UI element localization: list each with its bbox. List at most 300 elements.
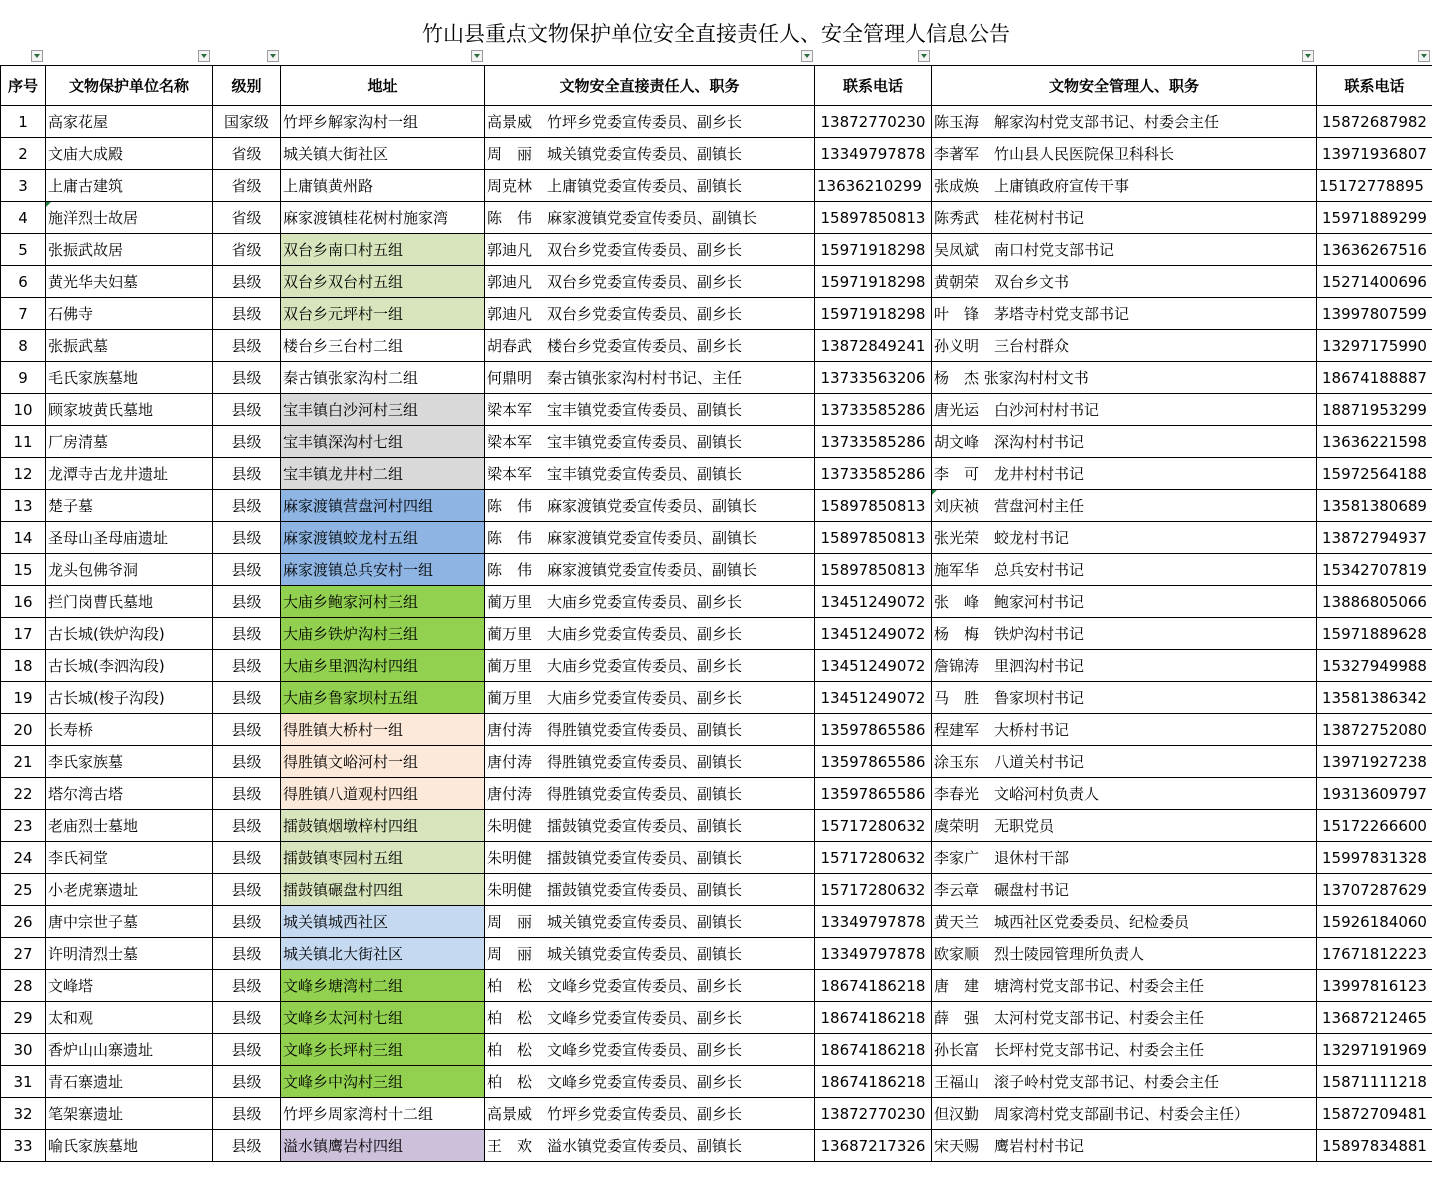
cell-name[interactable]: 龙潭寺古龙井遗址 — [46, 458, 213, 490]
cell-no[interactable]: 23 — [1, 810, 46, 842]
filter-dropdown-icon[interactable] — [267, 50, 279, 62]
cell-manager[interactable]: 孙长富 长坪村党支部书记、村委会主任 — [932, 1034, 1317, 1066]
cell-address[interactable]: 城关镇城西社区 — [281, 906, 485, 938]
cell-level[interactable]: 省级 — [213, 202, 281, 234]
cell-manager[interactable]: 黄天兰 城西社区党委委员、纪检委员 — [932, 906, 1317, 938]
filter-dropdown-icon[interactable] — [471, 50, 483, 62]
cell-phone-1[interactable]: 15717280632 — [815, 842, 932, 874]
cell-responsible[interactable]: 柏 松 文峰乡党委宣传委员、副乡长 — [485, 1034, 815, 1066]
cell-responsible[interactable]: 朱明健 擂鼓镇党委宣传委员、副镇长 — [485, 842, 815, 874]
cell-responsible[interactable]: 陈 伟 麻家渡镇党委宣传委员、副镇长 — [485, 490, 815, 522]
cell-responsible[interactable]: 蔺万里 大庙乡党委宣传委员、副乡长 — [485, 618, 815, 650]
cell-level[interactable]: 县级 — [213, 1130, 281, 1162]
cell-phone-2[interactable]: 15926184060 — [1317, 906, 1432, 938]
cell-address[interactable]: 麻家渡镇蛟龙村五组 — [281, 522, 485, 554]
cell-phone-2[interactable]: 15872709481 — [1317, 1098, 1432, 1130]
table-row — [1, 1066, 1432, 1098]
table-row — [1, 586, 1432, 618]
cell-name[interactable]: 古长城(梭子沟段) — [46, 682, 213, 714]
cell-no[interactable]: 32 — [1, 1098, 46, 1130]
cell-no[interactable]: 12 — [1, 458, 46, 490]
table-row — [1, 330, 1432, 362]
cell-manager[interactable]: 李春光 文峪河村负责人 — [932, 778, 1317, 810]
cell-no[interactable]: 22 — [1, 778, 46, 810]
cell-level[interactable]: 县级 — [213, 618, 281, 650]
cell-responsible[interactable]: 蔺万里 大庙乡党委宣传委员、副乡长 — [485, 650, 815, 682]
cell-level[interactable]: 县级 — [213, 554, 281, 586]
cell-level[interactable]: 县级 — [213, 330, 281, 362]
cell-name[interactable]: 上庸古建筑 — [46, 170, 213, 202]
cell-address[interactable]: 大庙乡铁炉沟村三组 — [281, 618, 485, 650]
table-row — [1, 362, 1432, 394]
cell-name[interactable]: 太和观 — [46, 1002, 213, 1034]
cell-manager[interactable]: 黄朝荣 双台乡文书 — [932, 266, 1317, 298]
cell-phone-2[interactable]: 13297191969 — [1317, 1034, 1432, 1066]
cell-phone-2[interactable]: 15972564188 — [1317, 458, 1432, 490]
cell-level[interactable]: 县级 — [213, 490, 281, 522]
cell-manager[interactable]: 杨 梅 铁炉沟村书记 — [932, 618, 1317, 650]
cell-manager[interactable]: 但汉勤 周家湾村党支部副书记、村委会主任） — [932, 1098, 1317, 1130]
cell-phone-2[interactable]: 13687212465 — [1317, 1002, 1432, 1034]
cell-manager[interactable]: 李著军 竹山县人民医院保卫科科长 — [932, 138, 1317, 170]
filter-dropdown-icon[interactable] — [918, 50, 930, 62]
table-row — [1, 266, 1432, 298]
table-row — [1, 970, 1432, 1002]
cell-manager[interactable]: 胡文峰 深沟村村书记 — [932, 426, 1317, 458]
cell-name[interactable]: 唐中宗世子墓 — [46, 906, 213, 938]
cell-name[interactable]: 文峰塔 — [46, 970, 213, 1002]
cell-no[interactable]: 5 — [1, 234, 46, 266]
cell-phone-2[interactable]: 18674188887 — [1317, 362, 1432, 394]
table-row — [1, 1034, 1432, 1066]
cell-level[interactable]: 县级 — [213, 362, 281, 394]
cell-manager[interactable]: 薛 强 太河村党支部书记、村委会主任 — [932, 1002, 1317, 1034]
cell-name[interactable]: 圣母山圣母庙遗址 — [46, 522, 213, 554]
cell-no[interactable]: 17 — [1, 618, 46, 650]
cell-manager[interactable]: 吴凤斌 南口村党支部书记 — [932, 234, 1317, 266]
cell-address[interactable]: 双台乡双台村五组 — [281, 266, 485, 298]
cell-address[interactable]: 大庙乡鲍家河村三组 — [281, 586, 485, 618]
cell-name[interactable]: 毛氏家族墓地 — [46, 362, 213, 394]
cell-manager[interactable]: 马 胜 鲁家坝村书记 — [932, 682, 1317, 714]
cell-responsible[interactable]: 陈 伟 麻家渡镇党委宣传委员、副镇长 — [485, 202, 815, 234]
cell-no[interactable]: 2 — [1, 138, 46, 170]
table-row — [1, 298, 1432, 330]
cell-no[interactable]: 21 — [1, 746, 46, 778]
cell-responsible[interactable]: 高景威 竹坪乡党委宣传委员、副乡长 — [485, 106, 815, 138]
cell-level[interactable]: 县级 — [213, 906, 281, 938]
cell-level[interactable]: 县级 — [213, 874, 281, 906]
table-row — [1, 1098, 1432, 1130]
cell-name[interactable]: 张振武墓 — [46, 330, 213, 362]
table-row — [1, 394, 1432, 426]
cell-level[interactable]: 县级 — [213, 650, 281, 682]
autofilter-row — [0, 48, 1432, 65]
cell-level[interactable]: 县级 — [213, 1066, 281, 1098]
cell-phone-1[interactable]: 15897850813 — [815, 202, 932, 234]
filter-dropdown-icon[interactable] — [801, 50, 813, 62]
cell-address[interactable]: 擂鼓镇碾盘村四组 — [281, 874, 485, 906]
cell-name[interactable]: 张振武故居 — [46, 234, 213, 266]
cell-manager[interactable]: 宋天赐 鹰岩村村书记 — [932, 1130, 1317, 1162]
table-body — [1, 106, 1432, 1162]
filter-dropdown-icon[interactable] — [1302, 50, 1314, 62]
cell-no[interactable]: 28 — [1, 970, 46, 1002]
cell-level[interactable]: 县级 — [213, 1098, 281, 1130]
cell-phone-1[interactable]: 15897850813 — [815, 490, 932, 522]
cell-address[interactable]: 楼台乡三台村二组 — [281, 330, 485, 362]
cell-no[interactable]: 15 — [1, 554, 46, 586]
cell-level[interactable]: 县级 — [213, 714, 281, 746]
cell-address[interactable]: 双台乡南口村五组 — [281, 234, 485, 266]
cell-level[interactable]: 县级 — [213, 778, 281, 810]
cell-no[interactable]: 20 — [1, 714, 46, 746]
cell-phone-2[interactable]: 13636221598 — [1317, 426, 1432, 458]
cell-manager[interactable]: 虞荣明 无职党员 — [932, 810, 1317, 842]
cell-level[interactable]: 国家级 — [213, 106, 281, 138]
cell-name[interactable]: 龙头包佛爷洞 — [46, 554, 213, 586]
cell-phone-1[interactable]: 13597865586 — [815, 746, 932, 778]
cell-name[interactable]: 文庙大成殿 — [46, 138, 213, 170]
cell-phone-2[interactable]: 13636267516 — [1317, 234, 1432, 266]
cell-address[interactable]: 宝丰镇深沟村七组 — [281, 426, 485, 458]
cell-no[interactable]: 18 — [1, 650, 46, 682]
cell-level[interactable]: 县级 — [213, 842, 281, 874]
cell-phone-2[interactable]: 13872794937 — [1317, 522, 1432, 554]
cell-address[interactable]: 得胜镇八道观村四组 — [281, 778, 485, 810]
cell-responsible[interactable]: 朱明健 擂鼓镇党委宣传委员、副镇长 — [485, 810, 815, 842]
cell-responsible[interactable]: 唐付涛 得胜镇党委宣传委员、副镇长 — [485, 778, 815, 810]
cell-level[interactable]: 县级 — [213, 586, 281, 618]
cell-phone-1[interactable]: 13349797878 — [815, 906, 932, 938]
cell-level[interactable]: 县级 — [213, 1034, 281, 1066]
cell-phone-2[interactable]: 19313609797 — [1317, 778, 1432, 810]
cell-manager[interactable]: 张 峰 鲍家河村书记 — [932, 586, 1317, 618]
cell-responsible[interactable]: 王 欢 溢水镇党委宣传委员、副镇长 — [485, 1130, 815, 1162]
cell-phone-1[interactable]: 13872849241 — [815, 330, 932, 362]
cell-no[interactable]: 29 — [1, 1002, 46, 1034]
header-manager[interactable]: 文物安全管理人、职务 — [932, 66, 1317, 106]
cell-name[interactable]: 石佛寺 — [46, 298, 213, 330]
cell-phone-2[interactable]: 15872687982 — [1317, 106, 1432, 138]
cell-phone-1[interactable]: 15971918298 — [815, 234, 932, 266]
cell-level[interactable]: 县级 — [213, 298, 281, 330]
header-phone-2[interactable]: 联系电话 — [1317, 66, 1432, 106]
cell-phone-2[interactable]: 15971889299 — [1317, 202, 1432, 234]
cell-manager[interactable]: 唐 建 塘湾村党支部书记、村委会主任 — [932, 970, 1317, 1002]
cell-no[interactable]: 33 — [1, 1130, 46, 1162]
cell-manager[interactable]: 施军华 总兵安村书记 — [932, 554, 1317, 586]
cell-manager[interactable]: 唐光运 白沙河村村书记 — [932, 394, 1317, 426]
cell-level[interactable]: 县级 — [213, 746, 281, 778]
cell-responsible[interactable]: 周 丽 城关镇党委宣传委员、副镇长 — [485, 138, 815, 170]
cell-phone-2[interactable]: 13971936807 — [1317, 138, 1432, 170]
cell-level[interactable]: 省级 — [213, 234, 281, 266]
cell-address[interactable]: 竹坪乡解家沟村一组 — [281, 106, 485, 138]
cell-phone-1[interactable]: 15897850813 — [815, 522, 932, 554]
cell-level[interactable]: 省级 — [213, 170, 281, 202]
cell-phone-2[interactable]: 15897834881 — [1317, 1130, 1432, 1162]
cell-address[interactable]: 麻家渡镇总兵安村一组 — [281, 554, 485, 586]
cell-phone-2[interactable]: 15172266600 — [1317, 810, 1432, 842]
cell-phone-1[interactable]: 13451249072 — [815, 586, 932, 618]
cell-address[interactable]: 得胜镇文峪河村一组 — [281, 746, 485, 778]
cell-name[interactable]: 许明清烈士墓 — [46, 938, 213, 970]
cell-phone-2[interactable]: 13971927238 — [1317, 746, 1432, 778]
cell-phone-1[interactable]: 18674186218 — [815, 1002, 932, 1034]
cell-name[interactable]: 古长城(铁炉沟段) — [46, 618, 213, 650]
cell-name[interactable]: 老庙烈士墓地 — [46, 810, 213, 842]
cell-address[interactable]: 宝丰镇白沙河村三组 — [281, 394, 485, 426]
cell-responsible[interactable]: 柏 松 文峰乡党委宣传委员、副乡长 — [485, 1002, 815, 1034]
cell-manager[interactable]: 陈秀武 桂花树村书记 — [932, 202, 1317, 234]
cell-phone-2[interactable]: 13872752080 — [1317, 714, 1432, 746]
cell-responsible[interactable]: 梁本军 宝丰镇党委宣传委员、副镇长 — [485, 458, 815, 490]
cell-responsible[interactable]: 陈 伟 麻家渡镇党委宣传委员、副镇长 — [485, 554, 815, 586]
cell-phone-1[interactable]: 15717280632 — [815, 810, 932, 842]
table-row — [1, 682, 1432, 714]
cell-responsible[interactable]: 胡春武 楼台乡党委宣传委员、副乡长 — [485, 330, 815, 362]
cell-phone-1[interactable]: 18674186218 — [815, 970, 932, 1002]
cell-responsible[interactable]: 郭迪凡 双台乡党委宣传委员、副乡长 — [485, 234, 815, 266]
cell-responsible[interactable]: 周 丽 城关镇党委宣传委员、副镇长 — [485, 906, 815, 938]
cell-responsible[interactable]: 朱明健 擂鼓镇党委宣传委员、副镇长 — [485, 874, 815, 906]
cell-responsible[interactable]: 郭迪凡 双台乡党委宣传委员、副乡长 — [485, 298, 815, 330]
cell-phone-1[interactable]: 13451249072 — [815, 618, 932, 650]
filter-dropdown-icon[interactable] — [1418, 50, 1430, 62]
cell-manager[interactable]: 叶 锋 茅塔寺村党支部书记 — [932, 298, 1317, 330]
cell-level[interactable]: 县级 — [213, 1002, 281, 1034]
cell-responsible[interactable]: 梁本军 宝丰镇党委宣传委员、副镇长 — [485, 394, 815, 426]
cell-phone-2[interactable]: 15997831328 — [1317, 842, 1432, 874]
cell-manager[interactable]: 詹锦涛 里泗沟村书记 — [932, 650, 1317, 682]
cell-phone-1[interactable]: 13733563206 — [815, 362, 932, 394]
cell-phone-1[interactable]: 15897850813 — [815, 554, 932, 586]
cell-address[interactable]: 擂鼓镇枣园村五组 — [281, 842, 485, 874]
header-no[interactable]: 序号 — [1, 66, 46, 106]
cell-name[interactable]: 青石寨遗址 — [46, 1066, 213, 1098]
cell-name[interactable]: 香炉山山寨遗址 — [46, 1034, 213, 1066]
cell-phone-2[interactable]: 15871111218 — [1317, 1066, 1432, 1098]
cell-phone-1[interactable]: 13872770230 — [815, 106, 932, 138]
cell-name[interactable]: 厂房清墓 — [46, 426, 213, 458]
cell-address[interactable]: 文峰乡长坪村三组 — [281, 1034, 485, 1066]
table-row — [1, 554, 1432, 586]
table-row — [1, 202, 1432, 234]
cell-manager[interactable]: 孙义明 三台村群众 — [932, 330, 1317, 362]
cell-no[interactable]: 4 — [1, 202, 46, 234]
cell-address[interactable]: 宝丰镇龙井村二组 — [281, 458, 485, 490]
header-row — [1, 66, 1432, 106]
cell-address[interactable]: 双台乡元坪村一组 — [281, 298, 485, 330]
cell-name[interactable]: 黄光华夫妇墓 — [46, 266, 213, 298]
cell-phone-2[interactable]: 15271400696 — [1317, 266, 1432, 298]
filter-dropdown-icon[interactable] — [31, 50, 43, 62]
cell-name[interactable]: 李氏祠堂 — [46, 842, 213, 874]
cell-phone-2[interactable]: 13581380689 — [1317, 490, 1432, 522]
cell-level[interactable]: 县级 — [213, 810, 281, 842]
cell-no[interactable]: 19 — [1, 682, 46, 714]
cell-level[interactable]: 县级 — [213, 522, 281, 554]
cell-address[interactable]: 上庸镇黄州路 — [281, 170, 485, 202]
cell-no[interactable]: 16 — [1, 586, 46, 618]
cell-responsible[interactable]: 柏 松 文峰乡党委宣传委员、副乡长 — [485, 970, 815, 1002]
cell-responsible[interactable]: 陈 伟 麻家渡镇党委宣传委员、副镇长 — [485, 522, 815, 554]
cell-address[interactable]: 文峰乡中沟村三组 — [281, 1066, 485, 1098]
cell-phone-2[interactable]: 15971889628 — [1317, 618, 1432, 650]
header-name[interactable]: 文物保护单位名称 — [46, 66, 213, 106]
cell-no[interactable]: 31 — [1, 1066, 46, 1098]
cell-manager[interactable]: 李家广 退休村干部 — [932, 842, 1317, 874]
cell-phone-2[interactable]: 13707287629 — [1317, 874, 1432, 906]
cell-phone-2[interactable]: 17671812223 — [1317, 938, 1432, 970]
table-row — [1, 778, 1432, 810]
cell-phone-1[interactable]: 13636210299 — [815, 170, 932, 202]
cell-phone-2[interactable]: 15327949988 — [1317, 650, 1432, 682]
cell-manager[interactable]: 李云章 碾盘村书记 — [932, 874, 1317, 906]
cell-no[interactable]: 27 — [1, 938, 46, 970]
header-level[interactable]: 级别 — [213, 66, 281, 106]
cell-address[interactable]: 文峰乡塘湾村二组 — [281, 970, 485, 1002]
cell-level[interactable]: 县级 — [213, 458, 281, 490]
cell-manager[interactable]: 涂玉东 八道关村书记 — [932, 746, 1317, 778]
cell-phone-1[interactable]: 15971918298 — [815, 266, 932, 298]
cell-no[interactable]: 1 — [1, 106, 46, 138]
cell-responsible[interactable]: 蔺万里 大庙乡党委宣传委员、副乡长 — [485, 682, 815, 714]
cell-no[interactable]: 24 — [1, 842, 46, 874]
cell-phone-1[interactable]: 13597865586 — [815, 714, 932, 746]
cell-address[interactable]: 文峰乡太河村七组 — [281, 1002, 485, 1034]
cell-address[interactable]: 溢水镇鹰岩村四组 — [281, 1130, 485, 1162]
cell-phone-1[interactable]: 13451249072 — [815, 682, 932, 714]
cell-phone-1[interactable]: 18674186218 — [815, 1066, 932, 1098]
cell-address[interactable]: 城关镇北大街社区 — [281, 938, 485, 970]
cell-phone-1[interactable]: 13733585286 — [815, 458, 932, 490]
cell-responsible[interactable]: 蔺万里 大庙乡党委宣传委员、副乡长 — [485, 586, 815, 618]
cell-manager[interactable]: 王福山 滚子岭村党支部书记、村委会主任 — [932, 1066, 1317, 1098]
cell-name[interactable]: 顾家坡黄氏墓地 — [46, 394, 213, 426]
cell-name[interactable]: 塔尔湾古塔 — [46, 778, 213, 810]
cell-level[interactable]: 县级 — [213, 938, 281, 970]
cell-level[interactable]: 县级 — [213, 682, 281, 714]
header-responsible[interactable]: 文物安全直接责任人、职务 — [485, 66, 815, 106]
header-address[interactable]: 地址 — [281, 66, 485, 106]
cell-phone-2[interactable]: 13886805066 — [1317, 586, 1432, 618]
cell-phone-1[interactable]: 18674186218 — [815, 1034, 932, 1066]
cell-address[interactable]: 秦古镇张家沟村二组 — [281, 362, 485, 394]
cell-no[interactable]: 7 — [1, 298, 46, 330]
cell-name[interactable]: 李氏家族墓 — [46, 746, 213, 778]
cell-name[interactable]: 喻氏家族墓地 — [46, 1130, 213, 1162]
cell-responsible[interactable]: 何鼎明 秦古镇张家沟村村书记、主任 — [485, 362, 815, 394]
cell-responsible[interactable]: 高景威 竹坪乡党委宣传委员、副乡长 — [485, 1098, 815, 1130]
cell-address[interactable]: 得胜镇大桥村一组 — [281, 714, 485, 746]
cell-phone-2[interactable]: 13581386342 — [1317, 682, 1432, 714]
cell-manager[interactable]: 杨 杰 张家沟村村文书 — [932, 362, 1317, 394]
cell-phone-1[interactable]: 15971918298 — [815, 298, 932, 330]
cell-address[interactable]: 麻家渡镇桂花树村施家湾 — [281, 202, 485, 234]
cell-no[interactable]: 8 — [1, 330, 46, 362]
table-row — [1, 842, 1432, 874]
cell-no[interactable]: 30 — [1, 1034, 46, 1066]
cell-no[interactable]: 9 — [1, 362, 46, 394]
cell-no[interactable]: 6 — [1, 266, 46, 298]
cell-responsible[interactable]: 唐付涛 得胜镇党委宣传委员、副镇长 — [485, 746, 815, 778]
cell-name[interactable]: 拦门岗曹氏墓地 — [46, 586, 213, 618]
cell-phone-2[interactable]: 13997816123 — [1317, 970, 1432, 1002]
cell-level[interactable]: 县级 — [213, 266, 281, 298]
cell-name[interactable]: 施洋烈士故居 — [46, 202, 213, 234]
cell-responsible[interactable]: 郭迪凡 双台乡党委宣传委员、副乡长 — [485, 266, 815, 298]
cell-manager[interactable]: 刘庆祯 营盘河村主任 — [932, 490, 1317, 522]
cell-address[interactable]: 擂鼓镇烟墩梓村四组 — [281, 810, 485, 842]
cell-phone-1[interactable]: 15717280632 — [815, 874, 932, 906]
cell-address[interactable]: 城关镇大街社区 — [281, 138, 485, 170]
cell-name[interactable]: 楚子墓 — [46, 490, 213, 522]
header-phone-1[interactable]: 联系电话 — [815, 66, 932, 106]
cell-level[interactable]: 县级 — [213, 970, 281, 1002]
cell-no[interactable]: 10 — [1, 394, 46, 426]
cell-phone-1[interactable]: 13733585286 — [815, 394, 932, 426]
cell-manager[interactable]: 张光荣 蛟龙村书记 — [932, 522, 1317, 554]
cell-no[interactable]: 26 — [1, 906, 46, 938]
cell-phone-2[interactable]: 13297175990 — [1317, 330, 1432, 362]
cell-phone-2[interactable]: 15342707819 — [1317, 554, 1432, 586]
cell-responsible[interactable]: 周克林 上庸镇党委宣传委员、副镇长 — [485, 170, 815, 202]
cell-name[interactable]: 小老虎寨遗址 — [46, 874, 213, 906]
cell-manager[interactable]: 李 可 龙井村村书记 — [932, 458, 1317, 490]
cell-phone-1[interactable]: 13597865586 — [815, 778, 932, 810]
cell-responsible[interactable]: 周 丽 城关镇党委宣传委员、副镇长 — [485, 938, 815, 970]
cell-no[interactable]: 14 — [1, 522, 46, 554]
cell-address[interactable]: 大庙乡鲁家坝村五组 — [281, 682, 485, 714]
cell-no[interactable]: 3 — [1, 170, 46, 202]
cell-responsible[interactable]: 唐付涛 得胜镇党委宣传委员、副镇长 — [485, 714, 815, 746]
cell-no[interactable]: 25 — [1, 874, 46, 906]
cell-phone-1[interactable]: 13451249072 — [815, 650, 932, 682]
cell-phone-2[interactable]: 18871953299 — [1317, 394, 1432, 426]
cell-manager[interactable]: 张成焕 上庸镇政府宣传干事 — [932, 170, 1317, 202]
table-row — [1, 170, 1432, 202]
cell-name[interactable]: 长寿桥 — [46, 714, 213, 746]
cell-name[interactable]: 高家花屋 — [46, 106, 213, 138]
table-row — [1, 938, 1432, 970]
cell-phone-1[interactable]: 13349797878 — [815, 138, 932, 170]
cell-phone-1[interactable]: 13733585286 — [815, 426, 932, 458]
cell-address[interactable]: 竹坪乡周家湾村十二组 — [281, 1098, 485, 1130]
cell-phone-1[interactable]: 13687217326 — [815, 1130, 932, 1162]
cell-level[interactable]: 县级 — [213, 426, 281, 458]
cell-address[interactable]: 麻家渡镇营盘河村四组 — [281, 490, 485, 522]
cell-name[interactable]: 笔架寨遗址 — [46, 1098, 213, 1130]
cell-phone-2[interactable]: 15172778895 — [1317, 170, 1432, 202]
cell-address[interactable]: 大庙乡里泗沟村四组 — [281, 650, 485, 682]
cell-no[interactable]: 11 — [1, 426, 46, 458]
cell-level[interactable]: 省级 — [213, 138, 281, 170]
cell-phone-2[interactable]: 13997807599 — [1317, 298, 1432, 330]
cell-responsible[interactable]: 柏 松 文峰乡党委宣传委员、副乡长 — [485, 1066, 815, 1098]
cell-manager[interactable]: 陈玉海 解家沟村党支部书记、村委会主任 — [932, 106, 1317, 138]
cell-responsible[interactable]: 梁本军 宝丰镇党委宣传委员、副镇长 — [485, 426, 815, 458]
cell-phone-1[interactable]: 13349797878 — [815, 938, 932, 970]
cell-level[interactable]: 县级 — [213, 394, 281, 426]
cell-no[interactable]: 13 — [1, 490, 46, 522]
cell-manager[interactable]: 欧家顺 烈士陵园管理所负责人 — [932, 938, 1317, 970]
filter-dropdown-icon[interactable] — [198, 50, 210, 62]
cell-name[interactable]: 古长城(李泗沟段) — [46, 650, 213, 682]
cell-phone-1[interactable]: 13872770230 — [815, 1098, 932, 1130]
cell-manager[interactable]: 程建军 大桥村书记 — [932, 714, 1317, 746]
